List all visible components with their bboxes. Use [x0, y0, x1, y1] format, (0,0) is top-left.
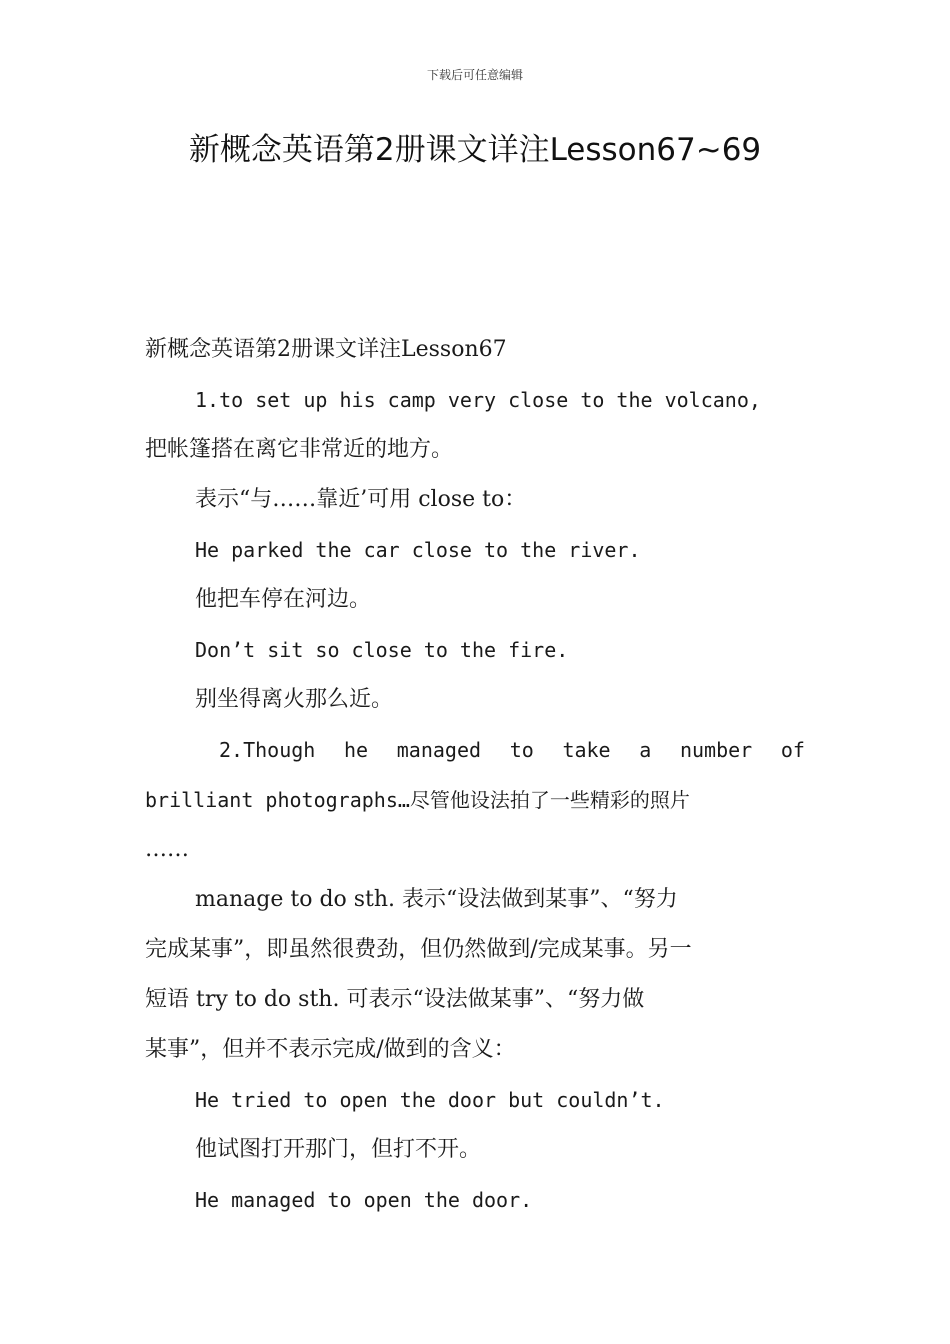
- word: managed: [396, 738, 482, 762]
- word: a: [639, 738, 652, 762]
- note-2-explanation-line-1: manage to do sth. 表示“设法做到某事”、“努力: [195, 887, 678, 912]
- word: 2.Though: [219, 738, 316, 762]
- note-1-phrase: 1.to set up his camp very close to the volcano,: [195, 388, 761, 412]
- document-body: [145, 325, 805, 1225]
- word: take: [562, 738, 611, 762]
- example-1-chinese: 他把车停在河边。: [195, 587, 372, 612]
- word: he: [343, 738, 369, 762]
- example-3-chinese: 他试图打开那门，但打不开。: [195, 1137, 482, 1162]
- example-2-english: Don’t sit so close to the fire.: [195, 638, 569, 662]
- note-2-explanation-line-2: 完成某事”，即虽然很费劲，但仍然做到/完成某事。另一: [145, 937, 692, 962]
- example-2-chinese: 别坐得离火那么近。: [195, 687, 394, 712]
- note-1-translation: 把帐篷搭在离它非常近的地方。: [145, 437, 454, 462]
- note-2-explanation-line-4: 某事”，但并不表示完成/做到的含义：: [145, 1037, 516, 1062]
- section-heading: 新概念英语第2册课文详注Lesson67: [145, 337, 507, 362]
- word: to: [509, 738, 534, 762]
- example-4-english: He managed to open the door.: [195, 1188, 533, 1212]
- note-2-ellipsis: ……: [145, 837, 189, 862]
- example-1-english: He parked the car close to the river.: [195, 538, 641, 562]
- word: number: [679, 738, 753, 762]
- page-header-note: 下载后可任意编辑: [426, 68, 523, 82]
- word: of: [780, 738, 805, 762]
- document-title: 新概念英语第2册课文详注Lesson67~69: [188, 132, 762, 168]
- note-1-explanation: 表示“与……靠近’可用 close to：: [195, 487, 527, 512]
- note-2-phrase-line-1: [145, 725, 805, 775]
- example-3-english: He tried to open the door but couldn’t.: [195, 1088, 665, 1112]
- note-2-phrase-line-2: [145, 775, 805, 825]
- note-2-phrase-text: brilliant photographs…尽管他设法拍了一些精彩的照片: [145, 788, 690, 812]
- note-2-explanation-line-3: 短语 try to do sth. 可表示“设法做某事”、“努力做: [145, 987, 645, 1012]
